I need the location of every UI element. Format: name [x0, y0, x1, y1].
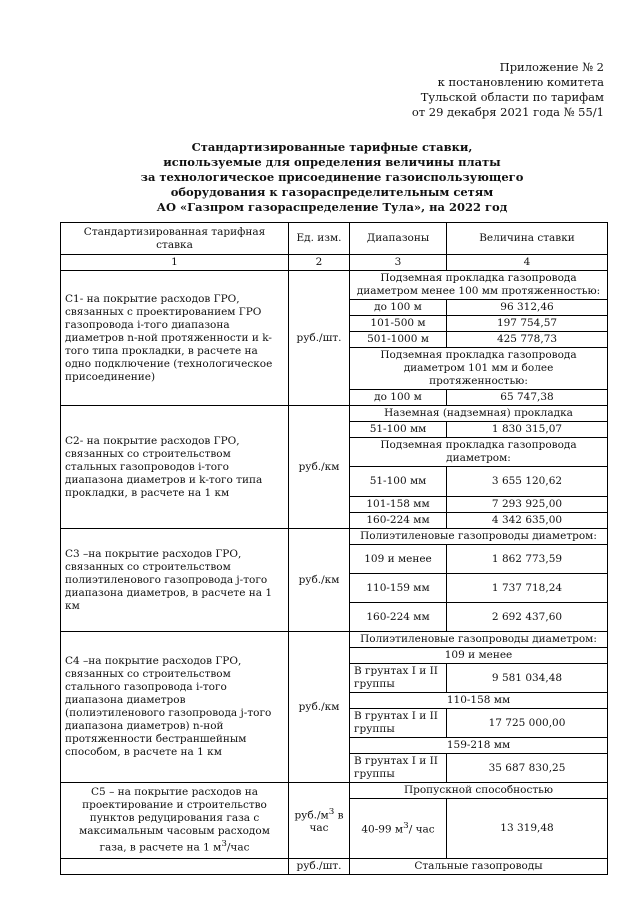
- document-title: [60, 140, 604, 215]
- c2-value-4: 4 342 635,00: [447, 513, 608, 529]
- c5-value-1: 13 319,48: [447, 799, 608, 859]
- header-rate: Стандартизированная тарифная ставка: [61, 223, 289, 255]
- c1-range-4: до 100 м: [350, 390, 447, 406]
- column-number-3: 3: [350, 255, 447, 271]
- table-row: [61, 632, 608, 648]
- c2-value-1: 1 830 315,07: [447, 422, 608, 438]
- appendix-line-1: Приложение № 2: [499, 60, 604, 74]
- c4-subrange-1: 109 и менее: [350, 648, 608, 664]
- c5-group-1: Пропускной способностью: [350, 783, 608, 799]
- c1-value-2: 197 754,57: [447, 316, 608, 332]
- c1-description: С1- на покрытие расходов ГРО, связанных с проектированием ГРО газопровода i-того диапазона диаметров n-ной протяженности и k-того типа прокладки, в расчете на одно подключение (технологическое присоединение): [61, 271, 289, 406]
- c6-description: [61, 859, 289, 875]
- c5-unit-tail: в час: [309, 809, 344, 835]
- c5-description: [61, 783, 289, 859]
- c4-subrange-3: 159-218 мм: [350, 738, 608, 754]
- c1-value-4: 65 747,38: [447, 390, 608, 406]
- c2-value-3: 7 293 925,00: [447, 497, 608, 513]
- c2-range-1: 51-100 мм: [350, 422, 447, 438]
- c6-unit: руб./шт.: [289, 859, 350, 875]
- appendix-line-2: к постановлению комитета: [437, 75, 604, 89]
- table-row: [61, 406, 608, 422]
- c1-range-1: до 100 м: [350, 300, 447, 316]
- c5-unit: [289, 783, 350, 859]
- c4-group-1: Полиэтиленовые газопроводы диаметром:: [350, 632, 608, 648]
- header-value: Величина ставки: [447, 223, 608, 255]
- c2-range-2: 51-100 мм: [350, 467, 447, 497]
- c3-range-3: 160-224 мм: [350, 603, 447, 632]
- table-row: [61, 529, 608, 545]
- c1-unit: руб./шт.: [289, 271, 350, 406]
- c1-group-1: Подземная прокладка газопровода диаметром менее 100 мм протяженностью:: [350, 271, 608, 300]
- appendix-line-3: Тульской области по тарифам: [420, 90, 604, 104]
- c5-description-sup: 3: [221, 839, 227, 850]
- c4-unit: руб./км: [289, 632, 350, 783]
- column-number-4: 4: [447, 255, 608, 271]
- c4-soil-2: В грунтах I и II группы: [350, 709, 447, 738]
- table-row: [61, 271, 608, 300]
- c5-range-1: [350, 799, 447, 859]
- c1-range-3: 501-1000 м: [350, 332, 447, 348]
- column-number-row: [61, 255, 608, 271]
- c4-value-2: 17 725 000,00: [447, 709, 608, 738]
- column-number-1: 1: [61, 255, 289, 271]
- c3-range-1: 109 и менее: [350, 545, 447, 574]
- c1-value-3: 425 778,73: [447, 332, 608, 348]
- c2-range-3: 101-158 мм: [350, 497, 447, 513]
- tariff-table: [60, 222, 608, 875]
- c5-unit-sup: 3: [328, 806, 335, 817]
- c5-range-sup: 3: [403, 821, 409, 832]
- c1-value-1: 96 312,46: [447, 300, 608, 316]
- c3-unit: руб./км: [289, 529, 350, 632]
- c2-description: С2- на покрытие расходов ГРО, связанных со строительством стальных газопроводов i-того диапазона диаметров и k-того типа прокладки, в расчете на 1 км: [61, 406, 289, 529]
- c2-group-2: Подземная прокладка газопровода диаметром:: [350, 438, 608, 467]
- c3-value-1: 1 862 773,59: [447, 545, 608, 574]
- title-line-5: АО «Газпром газораспределение Тула», на 2022 год: [156, 200, 508, 214]
- c4-soil-1: В грунтах I и II группы: [350, 664, 447, 693]
- table-row: [61, 859, 608, 875]
- c5-range-tail: / час: [408, 823, 435, 836]
- c3-range-2: 110-159 мм: [350, 574, 447, 603]
- c3-value-2: 1 737 718,24: [447, 574, 608, 603]
- c4-description: С4 –на покрытие расходов ГРО, связанных со строительством стального газопровода i-того диапазона диаметров (полиэтиленового газопровода j-того диапазона диаметров) n-ной протяженности бестраншейным способом, в расчете на 1 км: [61, 632, 289, 783]
- title-line-3: за технологическое присоединение газоиспользующего: [140, 170, 524, 184]
- c2-unit: руб./км: [289, 406, 350, 529]
- table-row: [61, 783, 608, 799]
- c2-group-1: Наземная (надземная) прокладка: [350, 406, 608, 422]
- title-line-1: Стандартизированные тарифные ставки,: [191, 140, 473, 154]
- c5-description-tail: /час: [226, 841, 250, 854]
- c3-description: С3 –на покрытие расходов ГРО, связанных со строительством полиэтиленового газопровода j-того диапазона диаметров, в расчете на 1 км: [61, 529, 289, 632]
- header-unit: Ед. изм.: [289, 223, 350, 255]
- c4-value-3: 35 687 830,25: [447, 754, 608, 783]
- c5-range-text: 40-99 м: [361, 823, 404, 836]
- c4-soil-3: В грунтах I и II группы: [350, 754, 447, 783]
- header-row: [61, 223, 608, 255]
- c2-range-4: 160-224 мм: [350, 513, 447, 529]
- column-number-2: 2: [289, 255, 350, 271]
- header-range: Диапазоны: [350, 223, 447, 255]
- appendix-note: [412, 60, 604, 120]
- c1-range-2: 101-500 м: [350, 316, 447, 332]
- c5-unit-text: руб./м: [294, 809, 329, 822]
- c3-value-3: 2 692 437,60: [447, 603, 608, 632]
- c3-group-1: Полиэтиленовые газопроводы диаметром:: [350, 529, 608, 545]
- title-line-2: используемые для определения величины платы: [163, 155, 501, 169]
- c4-subrange-2: 110-158 мм: [350, 693, 608, 709]
- appendix-line-4: от 29 декабря 2021 года № 55/1: [411, 105, 604, 119]
- c1-group-2: Подземная прокладка газопровода диаметром 101 мм и более протяженностью:: [350, 348, 608, 390]
- c6-group-1: Стальные газопроводы: [350, 859, 608, 875]
- title-line-4: оборудования к газораспределительным сетям: [170, 185, 494, 199]
- c2-value-2: 3 655 120,62: [447, 467, 608, 497]
- c4-value-1: 9 581 034,48: [447, 664, 608, 693]
- c5-description-text: С5 – на покрытие расходов на проектирование и строительство пунктов редуцирования газа с максимальным часовым расходом газа, в расчете на 1 м: [79, 786, 270, 854]
